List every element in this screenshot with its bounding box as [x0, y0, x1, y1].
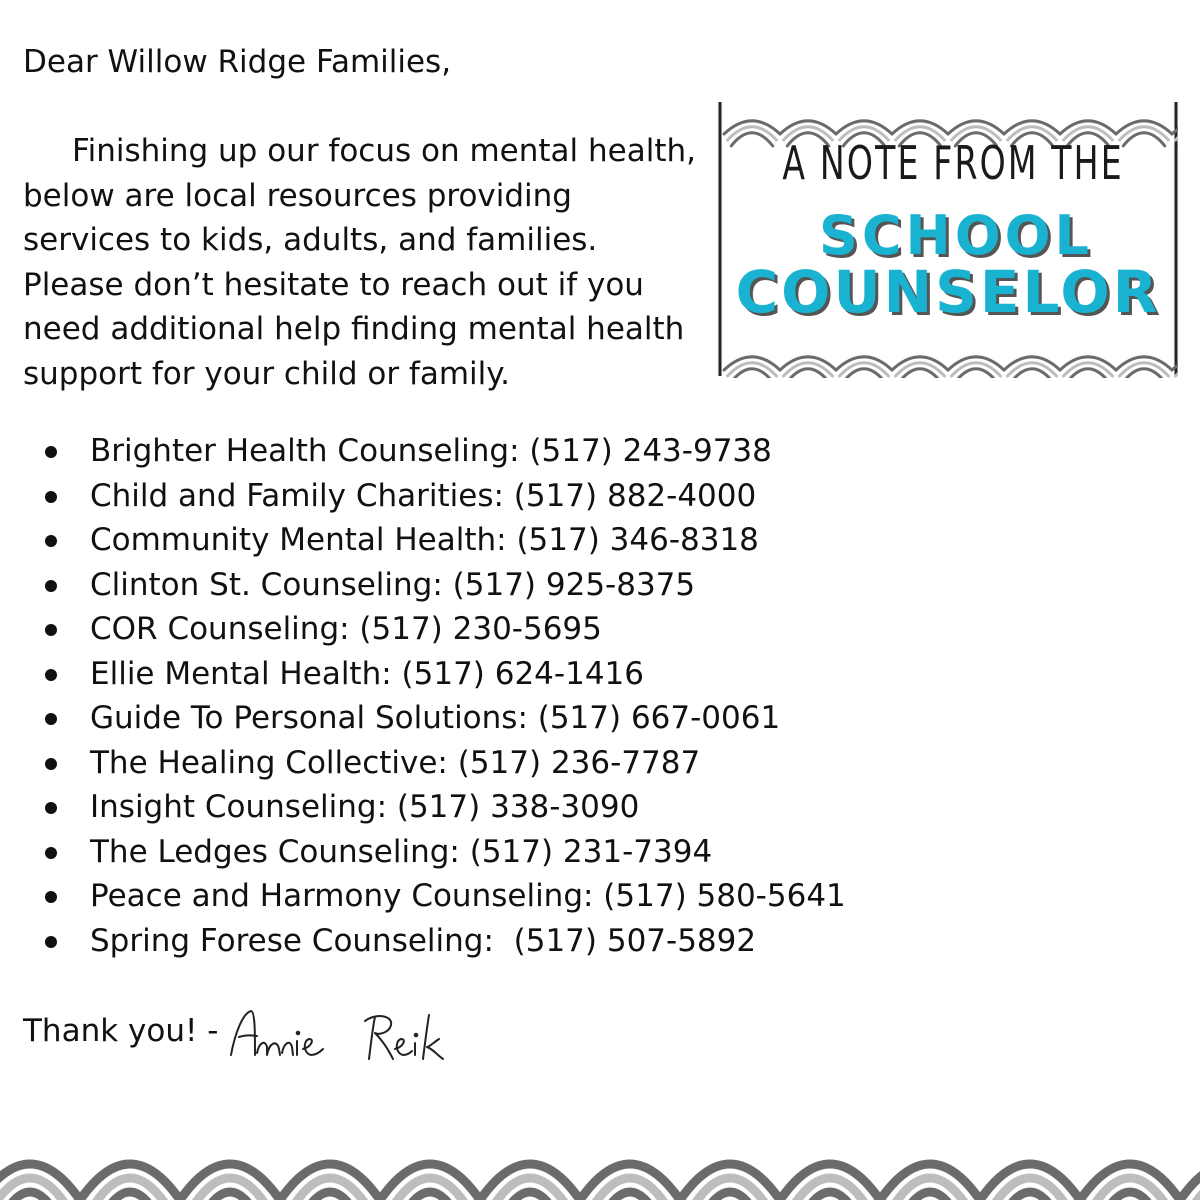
closing-text: Thank you! -	[23, 1013, 219, 1049]
list-item	[40, 652, 846, 697]
list-item	[40, 518, 846, 563]
resource-text: Spring Forese Counseling: (517) 507-5892	[90, 922, 757, 959]
bullet-icon	[45, 446, 57, 458]
list-item	[40, 696, 846, 741]
intro-line: Finishing up our focus on mental health,	[72, 133, 696, 169]
resource-text: Ellie Mental Health: (517) 624-1416	[90, 655, 644, 692]
bullet-icon	[45, 491, 57, 503]
badge-school-word: SCHOOL	[819, 204, 1093, 267]
wave-stroke	[843, 369, 885, 378]
bullet-icon	[45, 847, 57, 859]
list-item	[40, 563, 846, 608]
list-item	[40, 830, 846, 875]
intro-line: support for your child or family.	[23, 355, 511, 392]
list-item	[40, 607, 846, 652]
badge-counselor-word: COUNSELOR	[735, 258, 1161, 326]
intro-line: need additional help finding mental health	[23, 311, 685, 347]
resource-text: Insight Counseling: (517) 338-3090	[90, 789, 640, 825]
list-item	[40, 785, 846, 830]
bullet-icon	[45, 535, 57, 547]
intro-line: below are local resources providing	[23, 177, 572, 214]
bullet-icon	[45, 891, 57, 903]
wave-stroke	[1123, 133, 1165, 146]
bullet-icon	[45, 669, 57, 681]
resource-list	[40, 429, 846, 963]
bullet-icon	[45, 713, 57, 725]
letter-greeting: Dear Willow Ridge Families,	[23, 44, 452, 80]
list-item	[40, 741, 846, 786]
list-item	[40, 429, 846, 474]
resource-text: Community Mental Health: (517) 346-8318	[90, 522, 759, 558]
school-counselor-badge	[718, 98, 1178, 378]
wave-stroke	[1067, 369, 1109, 378]
resource-text: Child and Family Charities: (517) 882-4000	[90, 477, 757, 514]
bullet-icon	[45, 580, 57, 592]
resource-text: The Ledges Counseling: (517) 231-7394	[90, 833, 713, 870]
bullet-icon	[45, 802, 57, 814]
wave-stroke	[1123, 369, 1165, 378]
badge-title-line: A NOTE FROM THE	[782, 136, 1124, 190]
resource-text: Clinton St. Counseling: (517) 925-8375	[90, 566, 696, 603]
list-item	[40, 874, 846, 919]
resource-text: COR Counseling: (517) 230-5695	[90, 611, 602, 647]
wave-stroke	[1011, 369, 1053, 378]
wave-stroke	[955, 369, 997, 378]
wave-stroke	[899, 369, 941, 378]
intro-paragraph	[23, 129, 723, 396]
resource-text: Guide To Personal Solutions: (517) 667-0061	[90, 700, 781, 736]
resource-text: The Healing Collective: (517) 236-7787	[90, 744, 701, 781]
wave-stroke	[731, 133, 773, 146]
list-item	[40, 474, 846, 519]
bullet-icon	[45, 624, 57, 636]
handwritten-signature	[225, 1003, 465, 1073]
resource-text: Peace and Harmony Counseling: (517) 580-5641	[90, 878, 846, 914]
wave-pattern	[0, 1164, 1200, 1200]
list-item	[40, 919, 846, 964]
wave-stroke	[787, 369, 829, 378]
resource-text: Brighter Health Counseling: (517) 243-9738	[90, 433, 772, 469]
intro-line: Please don’t hesitate to reach out if you	[23, 266, 644, 303]
bullet-icon	[45, 758, 57, 770]
intro-line: services to kids, adults, and families.	[23, 222, 598, 258]
bullet-icon	[45, 936, 57, 948]
bottom-wave-border	[0, 1108, 1200, 1200]
badge-bottom-wave-border	[724, 357, 1178, 378]
wave-stroke	[731, 369, 773, 378]
